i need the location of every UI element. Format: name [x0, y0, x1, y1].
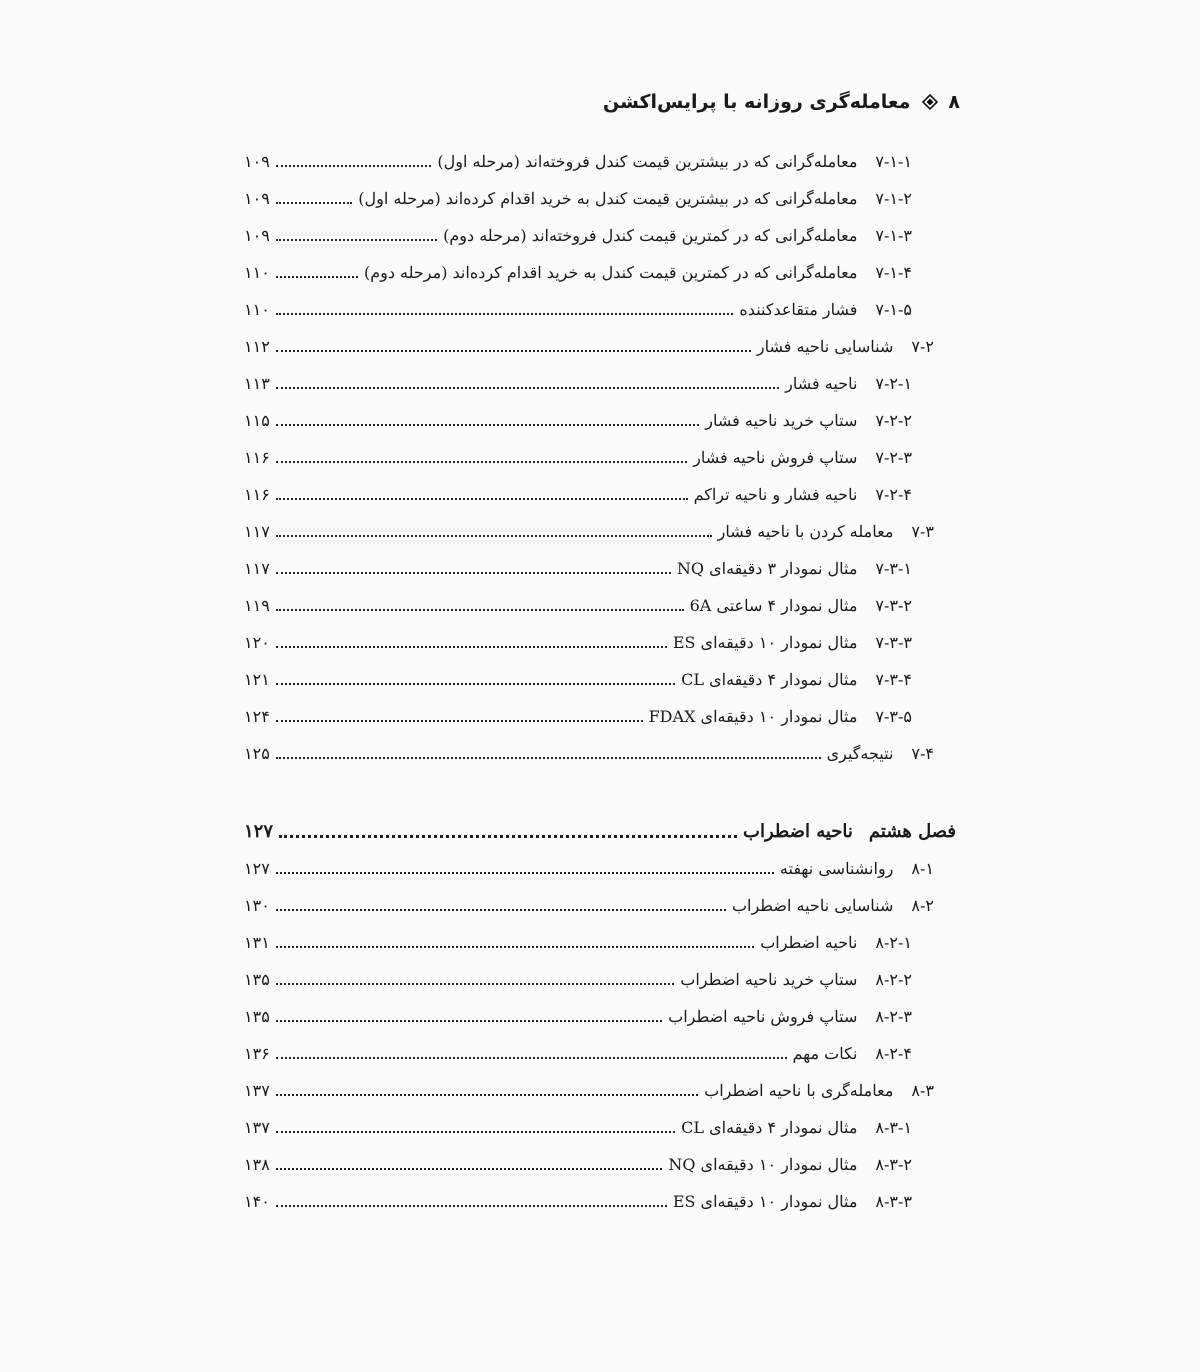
section-number: ۸-۳-۳ [875, 1191, 912, 1211]
page-reference: ۱۳۷ [244, 1080, 270, 1100]
section-title: مثال نمودار ۳ دقیقه‌ای NQ [676, 558, 858, 578]
page-number: ۸ [948, 91, 960, 113]
toc-entry [244, 478, 956, 510]
page-reference: ۱۲۱ [244, 669, 270, 689]
section-title: فشار متقاعدکننده [739, 299, 858, 319]
toc-entry [244, 1111, 956, 1143]
section-number: ۸-۱ [911, 858, 934, 878]
toc-entry [244, 293, 956, 325]
section-title: مثال نمودار ۴ ساعتی 6A [689, 595, 858, 615]
section-title: ناحیه اضطراب [743, 820, 853, 842]
section-number: ۷-۳-۱ [875, 558, 912, 578]
page-reference: ۱۱۷ [244, 521, 270, 541]
section-number: ۷-۱-۳ [875, 225, 912, 245]
chapter-label: فصل هشتم [868, 820, 956, 842]
page-reference: ۱۳۵ [244, 1006, 270, 1026]
dot-leader [276, 646, 667, 648]
toc-entry [244, 256, 956, 288]
section-title: معامله کردن با ناحیه فشار [717, 521, 894, 541]
toc-entry [244, 1148, 956, 1180]
dot-leader [276, 313, 734, 315]
toc-entry [244, 367, 956, 399]
toc-entry [244, 963, 956, 995]
toc-entry [244, 737, 956, 769]
dot-leader [276, 535, 712, 537]
page-reference: ۱۲۵ [244, 743, 270, 763]
toc-chapter-heading [244, 815, 956, 847]
dot-leader [276, 350, 751, 352]
section-title: ستاپ خرید ناحیه اضطراب [680, 969, 858, 989]
page-reference: ۱۱۰ [244, 299, 270, 319]
section-title: ناحیه فشار و ناحیه تراکم [693, 484, 858, 504]
page-reference: ۱۲۴ [244, 706, 270, 726]
page-reference: ۱۱۶ [244, 484, 270, 504]
section-number: ۸-۲-۴ [875, 1043, 912, 1063]
toc-entry [244, 889, 956, 921]
dot-leader [276, 387, 779, 389]
dot-leader [279, 835, 737, 838]
page-reference: ۱۰۹ [244, 225, 270, 245]
section-number: ۷-۲ [911, 336, 934, 356]
toc-entry [244, 1037, 956, 1069]
section-number: ۷-۲-۱ [875, 373, 912, 393]
dot-leader [276, 572, 671, 574]
section-number: ۸-۲ [911, 895, 934, 915]
page-reference: ۱۲۷ [244, 858, 270, 878]
dot-leader [276, 909, 726, 911]
section-title: مثال نمودار ۴ دقیقه‌ای CL [681, 669, 858, 689]
dot-leader [276, 498, 688, 500]
toc-entry [244, 330, 956, 362]
toc-entry [244, 441, 956, 473]
dot-leader [276, 165, 432, 167]
page-reference: ۱۳۱ [244, 932, 270, 952]
section-number: ۷-۳-۴ [875, 669, 912, 689]
section-title: مثال نمودار ۴ دقیقه‌ای CL [681, 1117, 858, 1137]
toc-entry [244, 626, 956, 658]
section-title: ستاپ فروش ناحیه فشار [693, 447, 858, 467]
page-reference: ۱۱۶ [244, 447, 270, 467]
toc-entry [244, 700, 956, 732]
section-number: ۸-۳-۱ [875, 1117, 912, 1137]
running-header [240, 86, 960, 118]
page-reference: ۱۰۹ [244, 151, 270, 171]
toc-entry [244, 926, 956, 958]
diamond-bullet-icon [922, 94, 938, 110]
toc-entry [244, 663, 956, 695]
page-reference: ۱۴۰ [244, 1191, 270, 1211]
page-reference: ۱۱۹ [244, 595, 270, 615]
section-title: مثال نمودار ۱۰ دقیقه‌ای ES [672, 632, 858, 652]
toc-entry [244, 404, 956, 436]
section-number: ۷-۲-۲ [875, 410, 912, 430]
dot-leader [276, 683, 675, 685]
page-reference: ۱۱۰ [244, 262, 270, 282]
section-number: ۷-۴ [911, 743, 934, 763]
dot-leader [276, 1057, 787, 1059]
page-reference: ۱۱۲ [244, 336, 270, 356]
section-title: مثال نمودار ۱۰ دقیقه‌ای ES [672, 1191, 858, 1211]
toc-entry [244, 1074, 956, 1106]
section-title: معامله‌گری با ناحیه اضطراب [704, 1080, 894, 1100]
section-title: معامله‌گرانی که در بیشترین قیمت کندل فروخته‌اند (مرحله اول) [437, 151, 858, 171]
page-reference: ۱۳۷ [244, 1117, 270, 1137]
dot-leader [276, 276, 358, 278]
section-number: ۸-۲-۳ [875, 1006, 912, 1026]
dot-leader [276, 983, 675, 985]
section-title: روانشناسی نهفته [779, 858, 894, 878]
section-title: مثال نمودار ۱۰ دقیقه‌ای FDAX [648, 706, 858, 726]
toc-entry [244, 515, 956, 547]
page-reference: ۱۱۷ [244, 558, 270, 578]
toc-entry [244, 552, 956, 584]
dot-leader [276, 202, 352, 204]
section-title: شناسایی ناحیه اضطراب [731, 895, 894, 915]
section-title: معامله‌گرانی که در بیشترین قیمت کندل به خرید اقدام کرده‌اند (مرحله اول) [358, 188, 858, 208]
section-number: ۷-۱-۴ [875, 262, 912, 282]
dot-leader [276, 1131, 675, 1133]
toc-entry [244, 589, 956, 621]
section-title: مثال نمودار ۱۰ دقیقه‌ای NQ [668, 1154, 858, 1174]
section-title: نکات مهم [792, 1043, 858, 1063]
dot-leader [276, 757, 821, 759]
toc-entry [244, 852, 956, 884]
toc-entry [244, 219, 956, 251]
dot-leader [276, 946, 754, 948]
section-number: ۷-۱-۲ [875, 188, 912, 208]
page-reference: ۱۳۸ [244, 1154, 270, 1174]
section-number: ۷-۳-۳ [875, 632, 912, 652]
dot-leader [276, 1205, 667, 1207]
dot-leader [276, 461, 687, 463]
page-reference: ۱۲۰ [244, 632, 270, 652]
section-title: ستاپ خرید ناحیه فشار [705, 410, 858, 430]
dot-leader [276, 872, 774, 874]
dot-leader [276, 1168, 663, 1170]
section-number: ۸-۲-۲ [875, 969, 912, 989]
section-title: ناحیه فشار [785, 373, 858, 393]
toc-entry [244, 1185, 956, 1217]
toc-entry [244, 145, 956, 177]
section-number: ۷-۱-۵ [875, 299, 912, 319]
section-number: ۷-۱-۱ [875, 151, 912, 171]
section-number: ۷-۲-۳ [875, 447, 912, 467]
section-title: نتیجه‌گیری [826, 743, 894, 763]
section-number: ۷-۳-۵ [875, 706, 912, 726]
section-number: ۷-۳ [911, 521, 934, 541]
page-reference: ۱۳۰ [244, 895, 270, 915]
page-reference: ۱۱۳ [244, 373, 270, 393]
page-reference: ۱۱۵ [244, 410, 270, 430]
section-title: ستاپ فروش ناحیه اضطراب [668, 1006, 858, 1026]
page-reference: ۱۰۹ [244, 188, 270, 208]
toc-entry [244, 182, 956, 214]
dot-leader [276, 424, 699, 426]
page-reference: ۱۲۷ [244, 820, 274, 842]
dot-leader [276, 720, 643, 722]
toc-entry [244, 1000, 956, 1032]
dot-leader [276, 1020, 662, 1022]
section-number: ۷-۲-۴ [875, 484, 912, 504]
section-title: معامله‌گرانی که در کمترین قیمت کندل به خرید اقدام کرده‌اند (مرحله دوم) [363, 262, 858, 282]
section-title: معامله‌گرانی که در کمترین قیمت کندل فروخته‌اند (مرحله دوم) [443, 225, 858, 245]
section-title: ناحیه اضطراب [760, 932, 858, 952]
section-number: ۸-۲-۱ [875, 932, 912, 952]
section-number: ۷-۳-۲ [875, 595, 912, 615]
page-reference: ۱۳۵ [244, 969, 270, 989]
section-title: شناسایی ناحیه فشار [756, 336, 894, 356]
page-reference: ۱۳۶ [244, 1043, 270, 1063]
dot-leader [276, 1094, 698, 1096]
dot-leader [276, 609, 684, 611]
section-number: ۸-۳ [911, 1080, 934, 1100]
section-number: ۸-۳-۲ [875, 1154, 912, 1174]
dot-leader [276, 239, 437, 241]
book-title: معامله‌گری روزانه با پرایس‌اکشن [603, 91, 911, 113]
